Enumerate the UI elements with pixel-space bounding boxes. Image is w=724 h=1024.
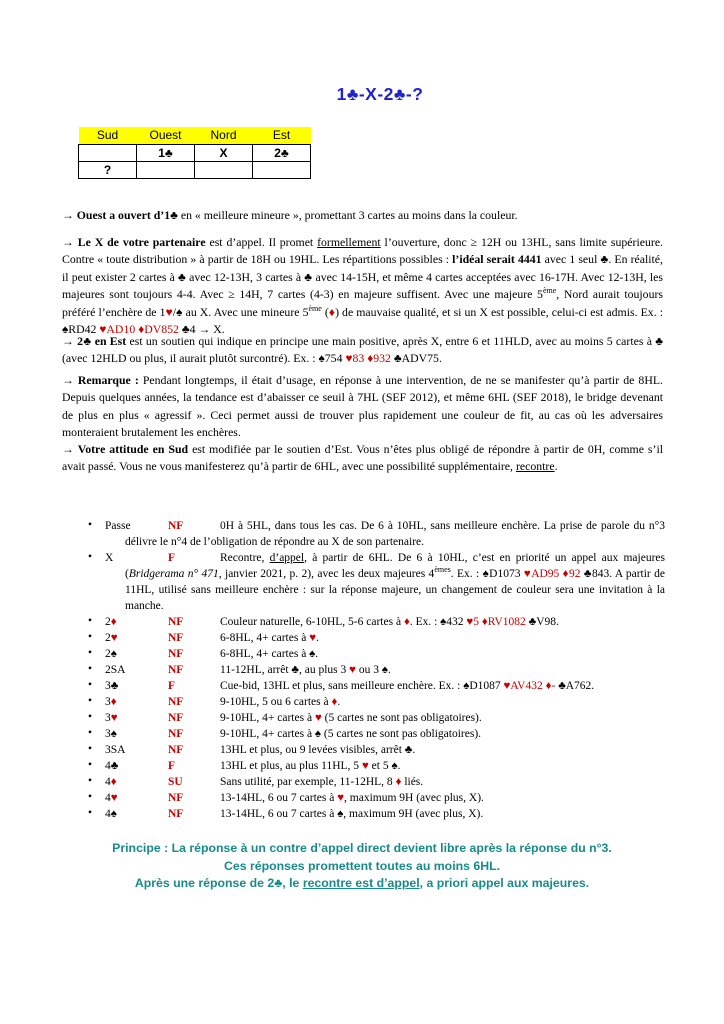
text-segment: Sans utilité, par exemple, 11-12HL, 8: [220, 776, 396, 788]
text-segment: ♣4 → X.: [178, 322, 225, 337]
bid-label: [105, 726, 168, 742]
text-segment: Le X de votre partenaire: [77, 235, 206, 249]
text-segment: est d’appel. Il promet: [205, 235, 318, 249]
bidding-table-header-row: [79, 127, 311, 144]
bullet-dot-icon: •: [88, 679, 93, 691]
bullet-dot-icon: •: [88, 663, 93, 675]
bid-list-item: [62, 550, 665, 614]
text-segment: ♦: [110, 616, 117, 628]
text-segment: , janvier 2021, p. 2), avec les deux majeures 4: [218, 568, 435, 580]
text-segment: 3: [105, 696, 111, 708]
bid-description: [220, 744, 415, 756]
bid-description: [220, 792, 484, 804]
text-segment: 6-8HL, 4+ cartes à ♠.: [220, 648, 319, 660]
text-segment: Recontre,: [220, 552, 270, 564]
text-segment: ♦: [403, 616, 410, 628]
text-segment: Bridgerama n° 471: [128, 568, 219, 580]
text-segment: 0H à 5HL, dans tous les cas. De 6 à 10HL, sans meilleure enchère. La prise de parole du n°3 délivre le n°4 de l’obligation de répondre au X de son partenaire.: [125, 520, 665, 548]
text-segment: Après une réponse de 2♣, le: [134, 876, 303, 890]
text-segment: .: [316, 632, 319, 644]
table-cell: 2♣: [253, 144, 311, 161]
bid-list-item: [62, 678, 665, 694]
text-segment: , a priori appel aux majeures.: [419, 876, 590, 890]
table-cell: [79, 144, 137, 161]
forcing-code: F: [168, 680, 176, 692]
text-segment: Ces réponses promettent toutes au moins 6HL.: [223, 858, 501, 873]
text-segment: l’idéal serait 4441: [452, 252, 542, 267]
forcing-code: NF: [168, 696, 184, 708]
text-segment: ♥AV432 ♦-: [503, 680, 556, 692]
text-segment: .: [554, 459, 558, 474]
text-segment: 6-8HL, 4+ cartes à: [220, 632, 310, 644]
text-segment: est modifiée par le soutien d’Est. Vous n’êtes plus obligé de répondre à partir de 0H, comme s’il avait passé. Vous ne vous manifesterez qu’à partir de 6HL, avec une possibilité supplémentaire,: [62, 442, 663, 474]
text-segment: 2: [105, 632, 111, 644]
bullet-dot-icon: •: [88, 711, 93, 723]
text-segment: →: [62, 373, 78, 387]
bid-list-item: [62, 614, 665, 630]
forcing-code: NF: [168, 808, 184, 820]
bid-label: [105, 790, 168, 806]
text-segment: 9-10HL, 5 ou 6 cartes à: [220, 696, 332, 708]
bid-list-item: [62, 662, 665, 678]
text-segment: est un soutien qui indique en principe une main positive, après X, entre 6 et 11HLD, avec au moins 5 cartes à ♣ (avec 12HLD ou plus, il aurait plutôt surcontré). Ex. : ♠754: [62, 334, 663, 366]
text-segment: l’ouverture, donc ≥ 12H ou 13HL, sans limite supérieure. Contre « toute distribution » à partir de 18H ou 19HL. Les répartitions possibles :: [62, 235, 664, 267]
forcing-code: F: [168, 552, 176, 564]
table-cell: X: [195, 144, 253, 161]
text-segment: Ouest a ouvert d’1♣: [76, 208, 178, 222]
bid-list-item: [62, 774, 665, 790]
bid-list-item: [62, 694, 665, 710]
text-segment: ♦: [331, 696, 338, 708]
text-segment: Votre attitude en Sud: [77, 442, 189, 456]
paragraph-2-trefle-est: [62, 333, 663, 368]
text-segment: (5 cartes ne sont pas obligatoires).: [321, 712, 482, 724]
text-segment: , maximum 9H (avec plus, X).: [344, 792, 484, 804]
text-segment: ♥: [361, 760, 369, 772]
text-segment: →: [62, 442, 78, 456]
text-segment: ♥AD10 ♦DV852: [99, 322, 179, 337]
bid-label: [105, 662, 168, 678]
table-cell: [137, 161, 195, 178]
text-segment: ♣A762.: [555, 680, 595, 692]
table-row: [79, 161, 311, 178]
page-title: [0, 84, 724, 105]
text-segment: ♣V98.: [525, 616, 559, 628]
bid-list-item: [62, 790, 665, 806]
bid-description: [220, 632, 319, 644]
text-segment: 11-12HL, arrêt ♣, au plus 3: [220, 664, 350, 676]
text-segment: Couleur naturelle, 6-10HL, 5-6 cartes à: [220, 616, 404, 628]
bullet-dot-icon: •: [88, 519, 93, 531]
text-segment: Remarque :: [77, 373, 139, 387]
table-cell: 1♣: [137, 144, 195, 161]
text-segment: →: [62, 235, 78, 249]
text-segment: 2: [105, 616, 111, 628]
text-segment: ♥: [314, 712, 322, 724]
bid-label: [105, 518, 168, 534]
text-segment: ♦: [395, 776, 402, 788]
text-segment: 13HL et plus, ou 9 levées visibles, arrêt ♣.: [220, 744, 416, 756]
text-segment: , à partir de 6HL. De 6 à 10HL, c’est en priorité un appel aux majeures (: [125, 552, 665, 580]
bullet-dot-icon: •: [88, 551, 93, 563]
forcing-code: NF: [168, 792, 184, 804]
forcing-code: NF: [168, 664, 184, 676]
text-segment: Pendant longtemps, il était d’usage, en réponse à une intervention, de ne se manifester qu’à partir de 8HL. Depuis quelques années, la tendance est d’abaisser ce seuil à 7HL (SEF 2012), et même 6HL (SEF 2018), le bridge devenant de plus en plus « agressif ». Ceci permet aussi de trouver plus rapidement une couleur de fit, au cas où les adversaires monteraient brutalement les enchères.: [62, 373, 663, 440]
bid-list: [62, 518, 665, 822]
forcing-code: NF: [168, 728, 184, 740]
table-header-cell: Ouest: [137, 127, 195, 144]
principle-line-2: [0, 858, 724, 876]
table-header-cell: Nord: [195, 127, 253, 144]
bullet-dot-icon: •: [88, 807, 93, 819]
text-segment: ou 3 ♠.: [355, 664, 391, 676]
bid-label: [105, 694, 168, 710]
text-segment: ♥: [165, 304, 173, 319]
table-cell: ?: [79, 161, 137, 178]
text-segment: recontre: [515, 459, 555, 474]
text-segment: X: [105, 552, 114, 564]
principle-line-1: [0, 840, 724, 858]
bid-list-item: [62, 518, 665, 550]
bid-description: [220, 808, 483, 820]
text-segment: ♥AD95 ♦92: [523, 568, 581, 580]
bullet-dot-icon: •: [88, 631, 93, 643]
bid-list-item: [62, 710, 665, 726]
forcing-code: NF: [168, 712, 184, 724]
text-segment: 4♣: [105, 760, 119, 772]
bid-label: [105, 742, 168, 758]
bid-label: [105, 630, 168, 646]
text-segment: /♠ au X. Avec une mineure 5: [172, 304, 309, 319]
text-segment: ♣843. A partir de 11HL, utilisé sans meilleure enchère : sur la réponse majeure, un changement de couleur sera une invitation à la manche.: [125, 568, 665, 612]
text-segment: .: [337, 696, 341, 708]
bid-description: [220, 680, 594, 692]
text-segment: . Ex. : ♠D1073: [450, 568, 524, 580]
text-segment: 3SA: [105, 744, 126, 756]
forcing-code: NF: [168, 648, 184, 660]
bid-label: [105, 758, 168, 774]
text-segment: ♥: [309, 632, 317, 644]
text-segment: Passe: [105, 520, 131, 532]
bid-list-item: [62, 726, 665, 742]
bullet-dot-icon: •: [88, 759, 93, 771]
bid-label: [105, 774, 168, 790]
paragraph-attitude-sud: [62, 441, 663, 476]
bid-list-item: [62, 806, 665, 822]
bid-label: [105, 710, 168, 726]
bid-list-item: [62, 742, 665, 758]
table-cell: [253, 161, 311, 178]
text-segment: . Ex. : ♠432: [409, 616, 467, 628]
text-segment: ♥: [110, 632, 118, 644]
paragraph-remarque: [62, 372, 663, 442]
text-segment: ♣ADV75.: [390, 351, 442, 366]
bullet-dot-icon: •: [88, 647, 93, 659]
text-segment: ♦: [328, 304, 336, 319]
text-segment: 13-14HL, 6 ou 7 cartes à: [220, 792, 338, 804]
text-segment: →: [62, 208, 77, 222]
bid-list-item: [62, 758, 665, 774]
bid-description: [220, 664, 391, 676]
text-segment: 13-14HL, 6 ou 7 cartes à ♠, maximum 9H (avec plus, X).: [220, 808, 484, 820]
text-segment: ♥: [110, 712, 118, 724]
bid-list-item: [62, 646, 665, 662]
forcing-code: NF: [168, 632, 184, 644]
forcing-code: SU: [168, 776, 183, 788]
text-segment: 4: [105, 776, 111, 788]
text-segment: 3: [105, 712, 111, 724]
bid-description: [220, 616, 559, 628]
bullet-dot-icon: •: [88, 791, 93, 803]
text-segment: 4: [105, 792, 111, 804]
text-segment: ♥: [349, 664, 356, 676]
bid-description: [220, 648, 318, 660]
text-segment: Principe : La réponse à un contre d’appel direct devient libre après la réponse du n°3.: [112, 841, 612, 855]
text-segment: Cue-bid, 13HL et plus, sans meilleure enchère. Ex. : ♠D1087: [220, 680, 504, 692]
text-segment: et 5 ♠.: [368, 760, 401, 772]
text-segment: 9-10HL, 4+ cartes à ♠ (5 cartes ne sont pas obligatoires).: [220, 728, 482, 740]
text-segment: , Nord aurait toujours préféré l’enchère de 1: [62, 287, 663, 319]
text-segment: avec 1 seul ♣. En réalité, il peut exister 2 cartes à ♣ avec 12-13H, 3 cartes à ♣ avec 14-15H, et même 4 cartes acceptées avec 16-17H. Avec 12-13H, les majeures sont toujours 4-4. Avec ≥ 14H, 7 cartes (4-3) en majeure suffisent. Avec une majeure 5: [62, 252, 663, 302]
text-segment: 9-10HL, 4+ cartes à: [220, 712, 315, 724]
text-segment: ème: [308, 303, 322, 313]
table-row: [79, 144, 311, 161]
text-segment: 2♣ en Est: [77, 334, 127, 348]
paragraph-x-partenaire: [62, 234, 663, 338]
forcing-code: NF: [168, 520, 184, 532]
text-segment: ♦: [110, 696, 117, 708]
text-segment: 2SA: [105, 664, 126, 676]
bid-label: [105, 550, 168, 566]
bid-label: [105, 646, 168, 662]
text-segment: →: [62, 334, 78, 348]
bid-description: [220, 712, 482, 724]
bullet-dot-icon: •: [88, 695, 93, 707]
bullet-dot-icon: •: [88, 743, 93, 755]
bid-label: [105, 614, 168, 630]
text-segment: 3♠: [105, 728, 117, 740]
text-segment: ♥: [337, 792, 345, 804]
bullet-dot-icon: •: [88, 615, 93, 627]
bidding-table: [78, 127, 311, 179]
table-header-cell: Est: [253, 127, 311, 144]
text-segment: (: [321, 304, 329, 319]
text-segment: liés.: [401, 776, 424, 788]
bidding-table-body: [79, 144, 311, 178]
bid-description: [220, 696, 340, 708]
bullet-dot-icon: •: [88, 775, 93, 787]
paragraph-ouest-ouverture: [62, 207, 663, 224]
text-segment: recontre est d’appel: [302, 876, 420, 890]
bid-description: [220, 776, 423, 788]
bullet-dot-icon: •: [88, 727, 93, 739]
text-segment: ♥: [110, 792, 118, 804]
forcing-code: NF: [168, 744, 184, 756]
bidding-table-head: [79, 127, 311, 144]
table-header-cell: Sud: [79, 127, 137, 144]
text-segment: 1♣-X-2♣-?: [336, 84, 424, 104]
forcing-code: NF: [168, 616, 184, 628]
principle-note: [0, 840, 724, 893]
text-segment: ♦: [110, 776, 117, 788]
text-segment: ème: [542, 286, 557, 296]
text-segment: ♥5 ♦RV1082: [466, 616, 526, 628]
bid-description: [220, 728, 481, 740]
bid-label: [105, 678, 168, 694]
principle-line-3: [0, 875, 724, 893]
text-segment: ) de mauvaise qualité, et si un X est possible, celui-ci est admis. Ex. : ♠RD42: [62, 304, 663, 337]
text-segment: en « meilleure mineure », promettant 3 cartes au moins dans la couleur.: [177, 208, 518, 222]
text-segment: èmes: [434, 565, 451, 575]
text-segment: ♥83 ♦932: [345, 351, 391, 366]
text-segment: formellement: [317, 235, 381, 249]
text-segment: 13HL et plus, au plus 11HL, 5: [220, 760, 362, 772]
table-cell: [195, 161, 253, 178]
bid-list-item: [62, 630, 665, 646]
text-segment: 2♠: [105, 648, 117, 660]
forcing-code: F: [168, 760, 176, 772]
bid-description: [220, 760, 400, 772]
text-segment: 3♣: [105, 680, 119, 692]
bid-label: [105, 806, 168, 822]
text-segment: 4♠: [105, 808, 117, 820]
text-segment: d’appel: [269, 552, 305, 564]
